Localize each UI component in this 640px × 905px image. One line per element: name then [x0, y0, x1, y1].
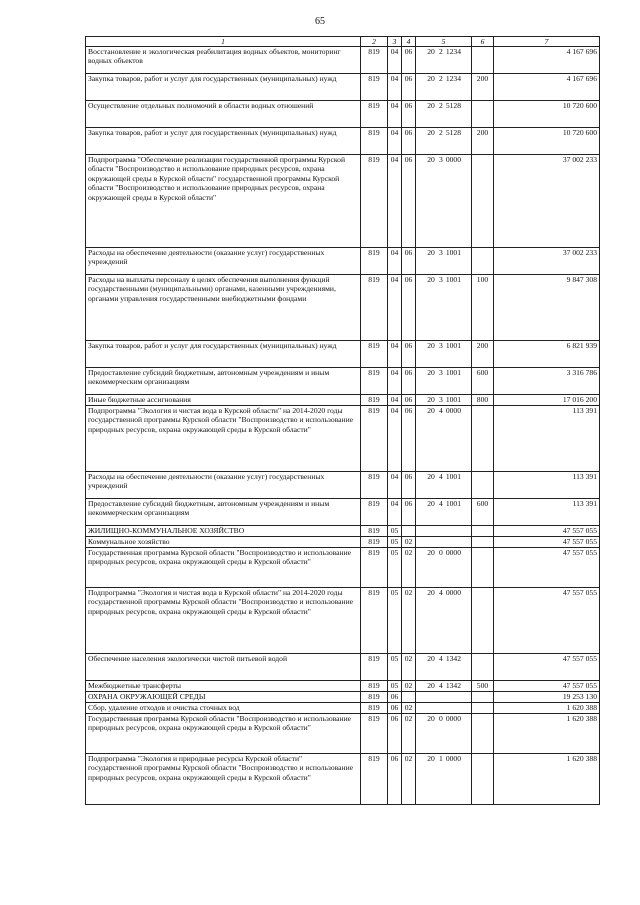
row-section-code: 04: [388, 368, 402, 395]
row-admin-code: 819: [361, 681, 388, 692]
row-target-article: [416, 588, 472, 654]
target-article-direction: 1342: [445, 654, 461, 663]
row-section-code: 05: [388, 681, 402, 692]
row-subsection-code: 06: [402, 499, 416, 526]
target-article-subprogram: 3: [439, 155, 443, 164]
header-col-4: 4: [402, 37, 416, 47]
row-amount: 47 557 055: [494, 526, 600, 537]
row-target-article: [416, 248, 472, 275]
row-target-article: [416, 537, 472, 548]
target-article-subprogram: 4: [439, 472, 443, 481]
table-row: [86, 47, 600, 74]
page-number: 65: [315, 16, 325, 27]
row-expense-type: [472, 101, 494, 128]
row-expense-type: [472, 472, 494, 499]
row-target-article: [416, 714, 472, 754]
target-article-program: 20: [427, 588, 435, 597]
target-article-direction: 0000: [445, 406, 461, 415]
table-row: [86, 101, 600, 128]
row-amount: 47 557 055: [494, 654, 600, 681]
row-target-article: [416, 101, 472, 128]
row-subsection-code: 06: [402, 101, 416, 128]
row-amount: 1 620 388: [494, 754, 600, 805]
target-article-program: 20: [427, 754, 435, 763]
row-admin-code: 819: [361, 537, 388, 548]
row-expense-type: [472, 406, 494, 472]
row-name: Подпрограмма "Экология и чистая вода в Курской области" на 2014-2020 годы государственной программы Курской области "Воспроизводство и использование природных ресурсов, охрана окружающей среды в Курской области": [86, 588, 361, 654]
row-admin-code: 819: [361, 499, 388, 526]
table-row: [86, 588, 600, 654]
row-section-code: 04: [388, 395, 402, 406]
table-row: [86, 499, 600, 526]
target-article-subprogram: 3: [439, 248, 443, 257]
row-target-article: [416, 368, 472, 395]
row-section-code: 04: [388, 155, 402, 248]
target-article-program: 20: [427, 714, 435, 723]
target-article-program: 20: [427, 368, 435, 377]
target-article-subprogram: 4: [439, 588, 443, 597]
row-name: Закупка товаров, работ и услуг для государственных (муниципальных) нужд: [86, 74, 361, 101]
target-article-subprogram: 0: [439, 714, 443, 723]
table-row: [86, 395, 600, 406]
row-admin-code: 819: [361, 101, 388, 128]
row-subsection-code: 02: [402, 754, 416, 805]
target-article-program: 20: [427, 681, 435, 690]
row-admin-code: 819: [361, 703, 388, 714]
row-expense-type: [472, 248, 494, 275]
target-article-direction: 1342: [445, 681, 461, 690]
row-section-code: 04: [388, 406, 402, 472]
target-article-subprogram: 3: [439, 368, 443, 377]
target-article-subprogram: 4: [439, 499, 443, 508]
row-subsection-code: 06: [402, 406, 416, 472]
row-amount: 10 720 600: [494, 101, 600, 128]
row-expense-type: [472, 548, 494, 588]
row-amount: 9 847 308: [494, 275, 600, 341]
row-subsection-code: 02: [402, 654, 416, 681]
target-article-program: 20: [427, 74, 435, 83]
header-col-1: 1: [86, 37, 361, 47]
table-row: [86, 275, 600, 341]
row-section-code: 04: [388, 472, 402, 499]
row-target-article: [416, 341, 472, 368]
target-article-direction: 1001: [445, 395, 461, 404]
row-subsection-code: 06: [402, 368, 416, 395]
header-col-5: 5: [416, 37, 472, 47]
row-admin-code: 819: [361, 74, 388, 101]
target-article-program: 20: [427, 548, 435, 557]
row-amount: 1 620 388: [494, 714, 600, 754]
target-article-direction: 0000: [445, 754, 461, 763]
row-target-article: [416, 472, 472, 499]
row-amount: 37 002 233: [494, 155, 600, 248]
row-admin-code: 819: [361, 275, 388, 341]
row-amount: 3 316 786: [494, 368, 600, 395]
row-name: Предоставление субсидий бюджетным, автономным учреждениям и иным некоммерческим организациям: [86, 499, 361, 526]
target-article-program: 20: [427, 155, 435, 164]
target-article-direction: 1001: [445, 341, 461, 350]
row-subsection-code: 06: [402, 395, 416, 406]
row-target-article: [416, 499, 472, 526]
row-expense-type: 600: [472, 499, 494, 526]
row-subsection-code: 02: [402, 681, 416, 692]
target-article-subprogram: 2: [439, 47, 443, 56]
row-amount: 113 391: [494, 499, 600, 526]
target-article-direction: 0000: [445, 714, 461, 723]
row-section-code: 05: [388, 526, 402, 537]
table-row: [86, 341, 600, 368]
row-section-code: 04: [388, 47, 402, 74]
row-admin-code: 819: [361, 692, 388, 703]
row-amount: 19 253 130: [494, 692, 600, 703]
row-expense-type: [472, 703, 494, 714]
row-name: Иные бюджетные ассигнования: [86, 395, 361, 406]
target-article-subprogram: 3: [439, 341, 443, 350]
target-article-subprogram: 1: [439, 754, 443, 763]
row-amount: 47 557 055: [494, 681, 600, 692]
row-admin-code: 819: [361, 548, 388, 588]
row-admin-code: 819: [361, 472, 388, 499]
target-article-subprogram: 2: [439, 128, 443, 137]
target-article-direction: 1234: [445, 47, 461, 56]
target-article-subprogram: 2: [439, 101, 443, 110]
row-expense-type: [472, 526, 494, 537]
row-target-article: [416, 654, 472, 681]
row-admin-code: 819: [361, 714, 388, 754]
row-amount: 4 167 696: [494, 74, 600, 101]
row-admin-code: 819: [361, 341, 388, 368]
target-article-program: 20: [427, 395, 435, 404]
row-subsection-code: 02: [402, 703, 416, 714]
row-target-article: [416, 395, 472, 406]
row-section-code: 04: [388, 74, 402, 101]
row-expense-type: 200: [472, 74, 494, 101]
row-admin-code: 819: [361, 588, 388, 654]
table-row: [86, 526, 600, 537]
target-article-program: 20: [427, 275, 435, 284]
row-target-article: [416, 406, 472, 472]
row-name: Государственная программа Курской области "Воспроизводство и использование природных ресурсов, охрана окружающей среды в Курской области": [86, 714, 361, 754]
row-section-code: 05: [388, 537, 402, 548]
row-target-article: [416, 692, 472, 703]
row-name: Коммунальное хозяйство: [86, 537, 361, 548]
row-admin-code: 819: [361, 368, 388, 395]
row-name: Осуществление отдельных полномочий в области водных отношений: [86, 101, 361, 128]
header-col-3: 3: [388, 37, 402, 47]
target-article-direction: 1001: [445, 275, 461, 284]
row-subsection-code: 06: [402, 248, 416, 275]
row-expense-type: [472, 537, 494, 548]
row-section-code: 06: [388, 692, 402, 703]
row-amount: 37 002 233: [494, 248, 600, 275]
row-section-code: 04: [388, 128, 402, 155]
row-subsection-code: [402, 692, 416, 703]
row-target-article: [416, 526, 472, 537]
row-subsection-code: 02: [402, 548, 416, 588]
row-target-article: [416, 74, 472, 101]
row-expense-type: 800: [472, 395, 494, 406]
target-article-program: 20: [427, 341, 435, 350]
table-row: [86, 406, 600, 472]
table-row: [86, 248, 600, 275]
row-target-article: [416, 275, 472, 341]
target-article-direction: 5128: [445, 101, 461, 110]
target-article-subprogram: 3: [439, 395, 443, 404]
row-section-code: 06: [388, 754, 402, 805]
row-section-code: 04: [388, 101, 402, 128]
target-article-subprogram: 3: [439, 275, 443, 284]
row-name: Сбор, удаление отходов и очистка сточных вод: [86, 703, 361, 714]
row-name: Предоставление субсидий бюджетным, автономным учреждениям и иным некоммерческим организациям: [86, 368, 361, 395]
row-name: ОХРАНА ОКРУЖАЮЩЕЙ СРЕДЫ: [86, 692, 361, 703]
row-subsection-code: 06: [402, 275, 416, 341]
row-name: Межбюджетные трансферты: [86, 681, 361, 692]
row-section-code: 06: [388, 703, 402, 714]
header-row: [86, 37, 600, 47]
target-article-program: 20: [427, 472, 435, 481]
row-target-article: [416, 128, 472, 155]
row-section-code: 05: [388, 654, 402, 681]
row-admin-code: 819: [361, 526, 388, 537]
row-target-article: [416, 548, 472, 588]
table-row: [86, 681, 600, 692]
row-name: Расходы на выплаты персоналу в целях обеспечения выполнения функций государственными (муниципальными) органами, казенными учреждениями, органами управления государственными внебюджетными фондами: [86, 275, 361, 341]
row-section-code: 05: [388, 548, 402, 588]
target-article-direction: 1001: [445, 248, 461, 257]
target-article-program: 20: [427, 47, 435, 56]
table-row: [86, 692, 600, 703]
row-amount: 113 391: [494, 472, 600, 499]
row-admin-code: 819: [361, 395, 388, 406]
target-article-direction: 1001: [445, 368, 461, 377]
target-article-direction: 0000: [445, 155, 461, 164]
row-expense-type: [472, 754, 494, 805]
row-subsection-code: 06: [402, 341, 416, 368]
target-article-program: 20: [427, 499, 435, 508]
row-subsection-code: 06: [402, 47, 416, 74]
table-row: [86, 537, 600, 548]
row-amount: 10 720 600: [494, 128, 600, 155]
row-subsection-code: 06: [402, 155, 416, 248]
table-row: [86, 654, 600, 681]
target-article-subprogram: 4: [439, 654, 443, 663]
row-section-code: 04: [388, 275, 402, 341]
target-article-program: 20: [427, 654, 435, 663]
row-expense-type: [472, 714, 494, 754]
row-name: Подпрограмма "Экология и природные ресурсы Курской области" государственной программы Курской области "Воспроизводство и использование природных ресурсов, охрана окружающей среды в Курской области": [86, 754, 361, 805]
row-amount: 4 167 696: [494, 47, 600, 74]
table-row: [86, 472, 600, 499]
row-expense-type: [472, 155, 494, 248]
row-section-code: 04: [388, 341, 402, 368]
row-name: Закупка товаров, работ и услуг для государственных (муниципальных) нужд: [86, 341, 361, 368]
target-article-direction: 0000: [445, 548, 461, 557]
table-row: [86, 703, 600, 714]
target-article-program: 20: [427, 248, 435, 257]
row-subsection-code: [402, 526, 416, 537]
row-amount: 47 557 055: [494, 548, 600, 588]
table-row: [86, 548, 600, 588]
target-article-subprogram: 4: [439, 406, 443, 415]
target-article-direction: 1001: [445, 499, 461, 508]
target-article-program: 20: [427, 406, 435, 415]
target-article-subprogram: 4: [439, 681, 443, 690]
row-expense-type: [472, 588, 494, 654]
row-expense-type: 600: [472, 368, 494, 395]
row-section-code: 06: [388, 714, 402, 754]
budget-table: [85, 36, 600, 805]
header-col-2: 2: [361, 37, 388, 47]
row-expense-type: [472, 47, 494, 74]
target-article-program: 20: [427, 128, 435, 137]
row-section-code: 04: [388, 248, 402, 275]
row-admin-code: 819: [361, 128, 388, 155]
table-row: [86, 368, 600, 395]
row-name: Закупка товаров, работ и услуг для государственных (муниципальных) нужд: [86, 128, 361, 155]
row-amount: 47 557 055: [494, 588, 600, 654]
row-target-article: [416, 681, 472, 692]
row-admin-code: 819: [361, 155, 388, 248]
row-subsection-code: 02: [402, 537, 416, 548]
row-expense-type: [472, 654, 494, 681]
row-amount: 113 391: [494, 406, 600, 472]
row-admin-code: 819: [361, 47, 388, 74]
row-admin-code: 819: [361, 406, 388, 472]
target-article-direction: 0000: [445, 588, 461, 597]
row-name: Восстановление и экологическая реабилитация водных объектов, мониторинг водных объектов: [86, 47, 361, 74]
row-subsection-code: 06: [402, 472, 416, 499]
row-target-article: [416, 703, 472, 714]
row-expense-type: 200: [472, 128, 494, 155]
row-name: Обеспечение населения экологически чистой питьевой водой: [86, 654, 361, 681]
header-col-6: 6: [472, 37, 494, 47]
row-amount: 47 557 055: [494, 537, 600, 548]
row-amount: 17 016 200: [494, 395, 600, 406]
row-name: Подпрограмма "Экология и чистая вода в Курской области" на 2014-2020 годы государственной программы Курской области "Воспроизводство и использование природных ресурсов, охрана окружающей среды в Курской области": [86, 406, 361, 472]
row-amount: 1 620 388: [494, 703, 600, 714]
row-target-article: [416, 47, 472, 74]
row-target-article: [416, 155, 472, 248]
row-name: Расходы на обеспечение деятельности (оказание услуг) государственных учреждений: [86, 248, 361, 275]
target-article-direction: 1001: [445, 472, 461, 481]
row-subsection-code: 02: [402, 714, 416, 754]
row-expense-type: 100: [472, 275, 494, 341]
row-admin-code: 819: [361, 654, 388, 681]
row-target-article: [416, 754, 472, 805]
row-expense-type: 200: [472, 341, 494, 368]
row-admin-code: 819: [361, 754, 388, 805]
target-article-program: 20: [427, 101, 435, 110]
row-admin-code: 819: [361, 248, 388, 275]
target-article-subprogram: 0: [439, 548, 443, 557]
target-article-direction: 1234: [445, 74, 461, 83]
table-row: [86, 128, 600, 155]
table-row: [86, 155, 600, 248]
header-col-7: 7: [494, 37, 600, 47]
row-name: Расходы на обеспечение деятельности (оказание услуг) государственных учреждений: [86, 472, 361, 499]
row-section-code: 04: [388, 499, 402, 526]
table-row: [86, 714, 600, 754]
table-row: [86, 754, 600, 805]
row-amount: 6 821 939: [494, 341, 600, 368]
target-article-direction: 5128: [445, 128, 461, 137]
row-subsection-code: 06: [402, 74, 416, 101]
row-name: ЖИЛИЩНО-КОММУНАЛЬНОЕ ХОЗЯЙСТВО: [86, 526, 361, 537]
row-section-code: 05: [388, 588, 402, 654]
row-name: Государственная программа Курской области "Воспроизводство и использование природных ресурсов, охрана окружающей среды в Курской области": [86, 548, 361, 588]
target-article-subprogram: 2: [439, 74, 443, 83]
row-expense-type: 500: [472, 681, 494, 692]
row-name: Подпрограмма "Обеспечение реализации государственной программы Курской области "Воспроизводство и использование природных ресурсов, охрана окружающей среды в Курской области" государственной программы Курской области "Воспроизводство и использование природных ресурсов, охрана окружающей среды в Курской области": [86, 155, 361, 248]
row-subsection-code: 02: [402, 588, 416, 654]
row-expense-type: [472, 692, 494, 703]
row-subsection-code: 06: [402, 128, 416, 155]
table-row: [86, 74, 600, 101]
